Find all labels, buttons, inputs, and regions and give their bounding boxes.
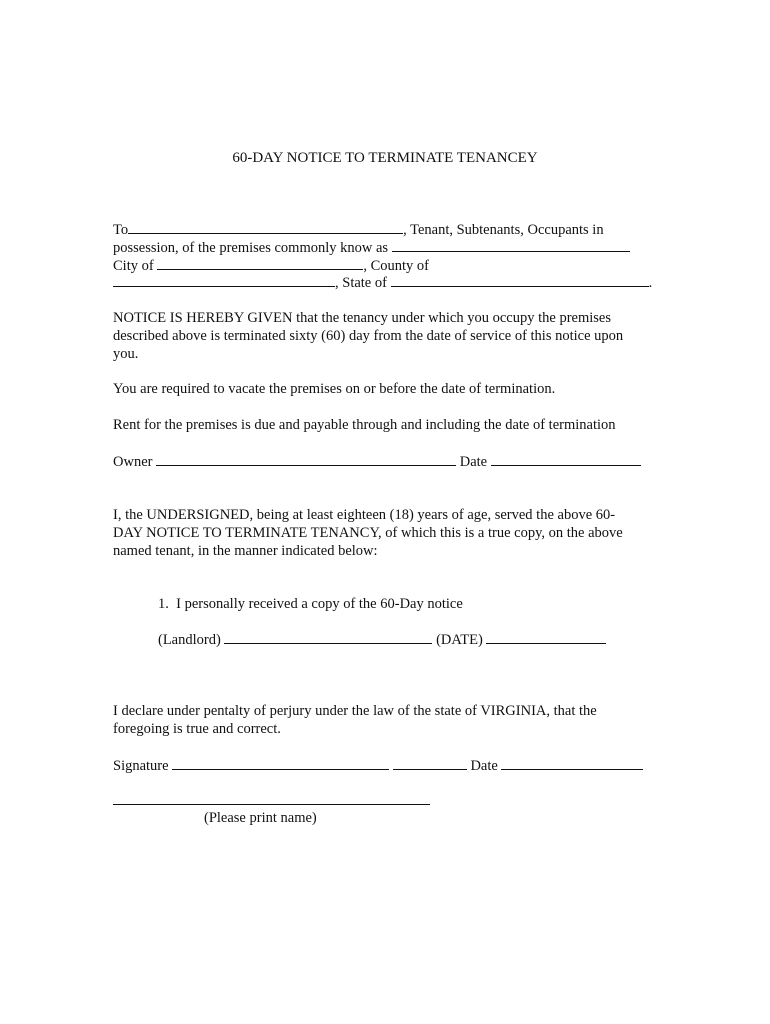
state-period: .	[648, 275, 653, 291]
service-item-text: I personally received a copy of the 60-Day notice	[176, 596, 463, 612]
landlord-date-label: (DATE)	[436, 632, 483, 648]
signature-line	[113, 756, 643, 775]
declaration-line-1: I declare under pentalty of perjury under the law of the state of VIRGINIA, that the	[113, 703, 597, 719]
signature-label: Signature	[113, 758, 169, 774]
document-title: 60-DAY NOTICE TO TERMINATE TENANCEY	[232, 150, 538, 166]
signature-extra-blank[interactable]	[393, 756, 467, 770]
state-label: , State of	[335, 275, 387, 291]
signature-blank[interactable]	[172, 756, 389, 770]
owner-signature-blank[interactable]	[156, 452, 456, 466]
tenant-name-blank[interactable]	[128, 220, 403, 234]
landlord-line	[158, 630, 606, 649]
city-blank[interactable]	[157, 256, 363, 270]
undersigned-line-2: DAY NOTICE TO TERMINATE TENANCY, of which this is a true copy, on the above	[113, 525, 623, 541]
landlord-date-blank[interactable]	[486, 630, 606, 644]
rent-text: Rent for the premises is due and payable through and including the date of termination	[113, 417, 616, 433]
undersigned-line-1: I, the UNDERSIGNED, being at least eighteen (18) years of age, served the above 60-	[113, 507, 616, 523]
notice-line-1: NOTICE IS HEREBY GIVEN that the tenancy under which you occupy the premises	[113, 310, 611, 326]
print-name-blank[interactable]	[113, 804, 430, 805]
landlord-signature-blank[interactable]	[224, 630, 432, 644]
state-line	[113, 273, 652, 292]
to-line	[113, 220, 604, 239]
print-name-label: (Please print name)	[204, 810, 317, 826]
owner-label: Owner	[113, 454, 153, 470]
owner-date-label: Date	[459, 454, 488, 470]
signature-date-blank[interactable]	[501, 756, 643, 770]
owner-line	[113, 452, 641, 471]
declaration-line-2: foregoing is true and correct.	[113, 721, 281, 737]
state-blank[interactable]	[391, 273, 649, 287]
possession-line	[113, 238, 630, 257]
notice-line-2: described above is terminated sixty (60) day from the date of service of this notice upon	[113, 328, 624, 344]
premises-address-blank[interactable]	[392, 238, 630, 252]
tenant-suffix: , Tenant, Subtenants, Occupants in	[403, 222, 604, 238]
notice-line-3: you.	[113, 346, 139, 362]
service-item-number: 1.	[158, 596, 169, 612]
signature-date-label: Date	[470, 758, 498, 774]
city-label: City of	[113, 258, 154, 274]
possession-text: possession, of the premises commonly know as	[113, 240, 389, 256]
county-label: , County of	[363, 258, 429, 274]
vacate-text: You are required to vacate the premises on or before the date of termination.	[113, 381, 556, 397]
undersigned-line-3: named tenant, in the manner indicated below:	[113, 543, 378, 559]
landlord-label: (Landlord)	[158, 632, 221, 648]
to-label: To	[113, 222, 129, 238]
county-blank[interactable]	[113, 273, 335, 287]
service-item	[158, 595, 463, 613]
owner-date-blank[interactable]	[491, 452, 641, 466]
